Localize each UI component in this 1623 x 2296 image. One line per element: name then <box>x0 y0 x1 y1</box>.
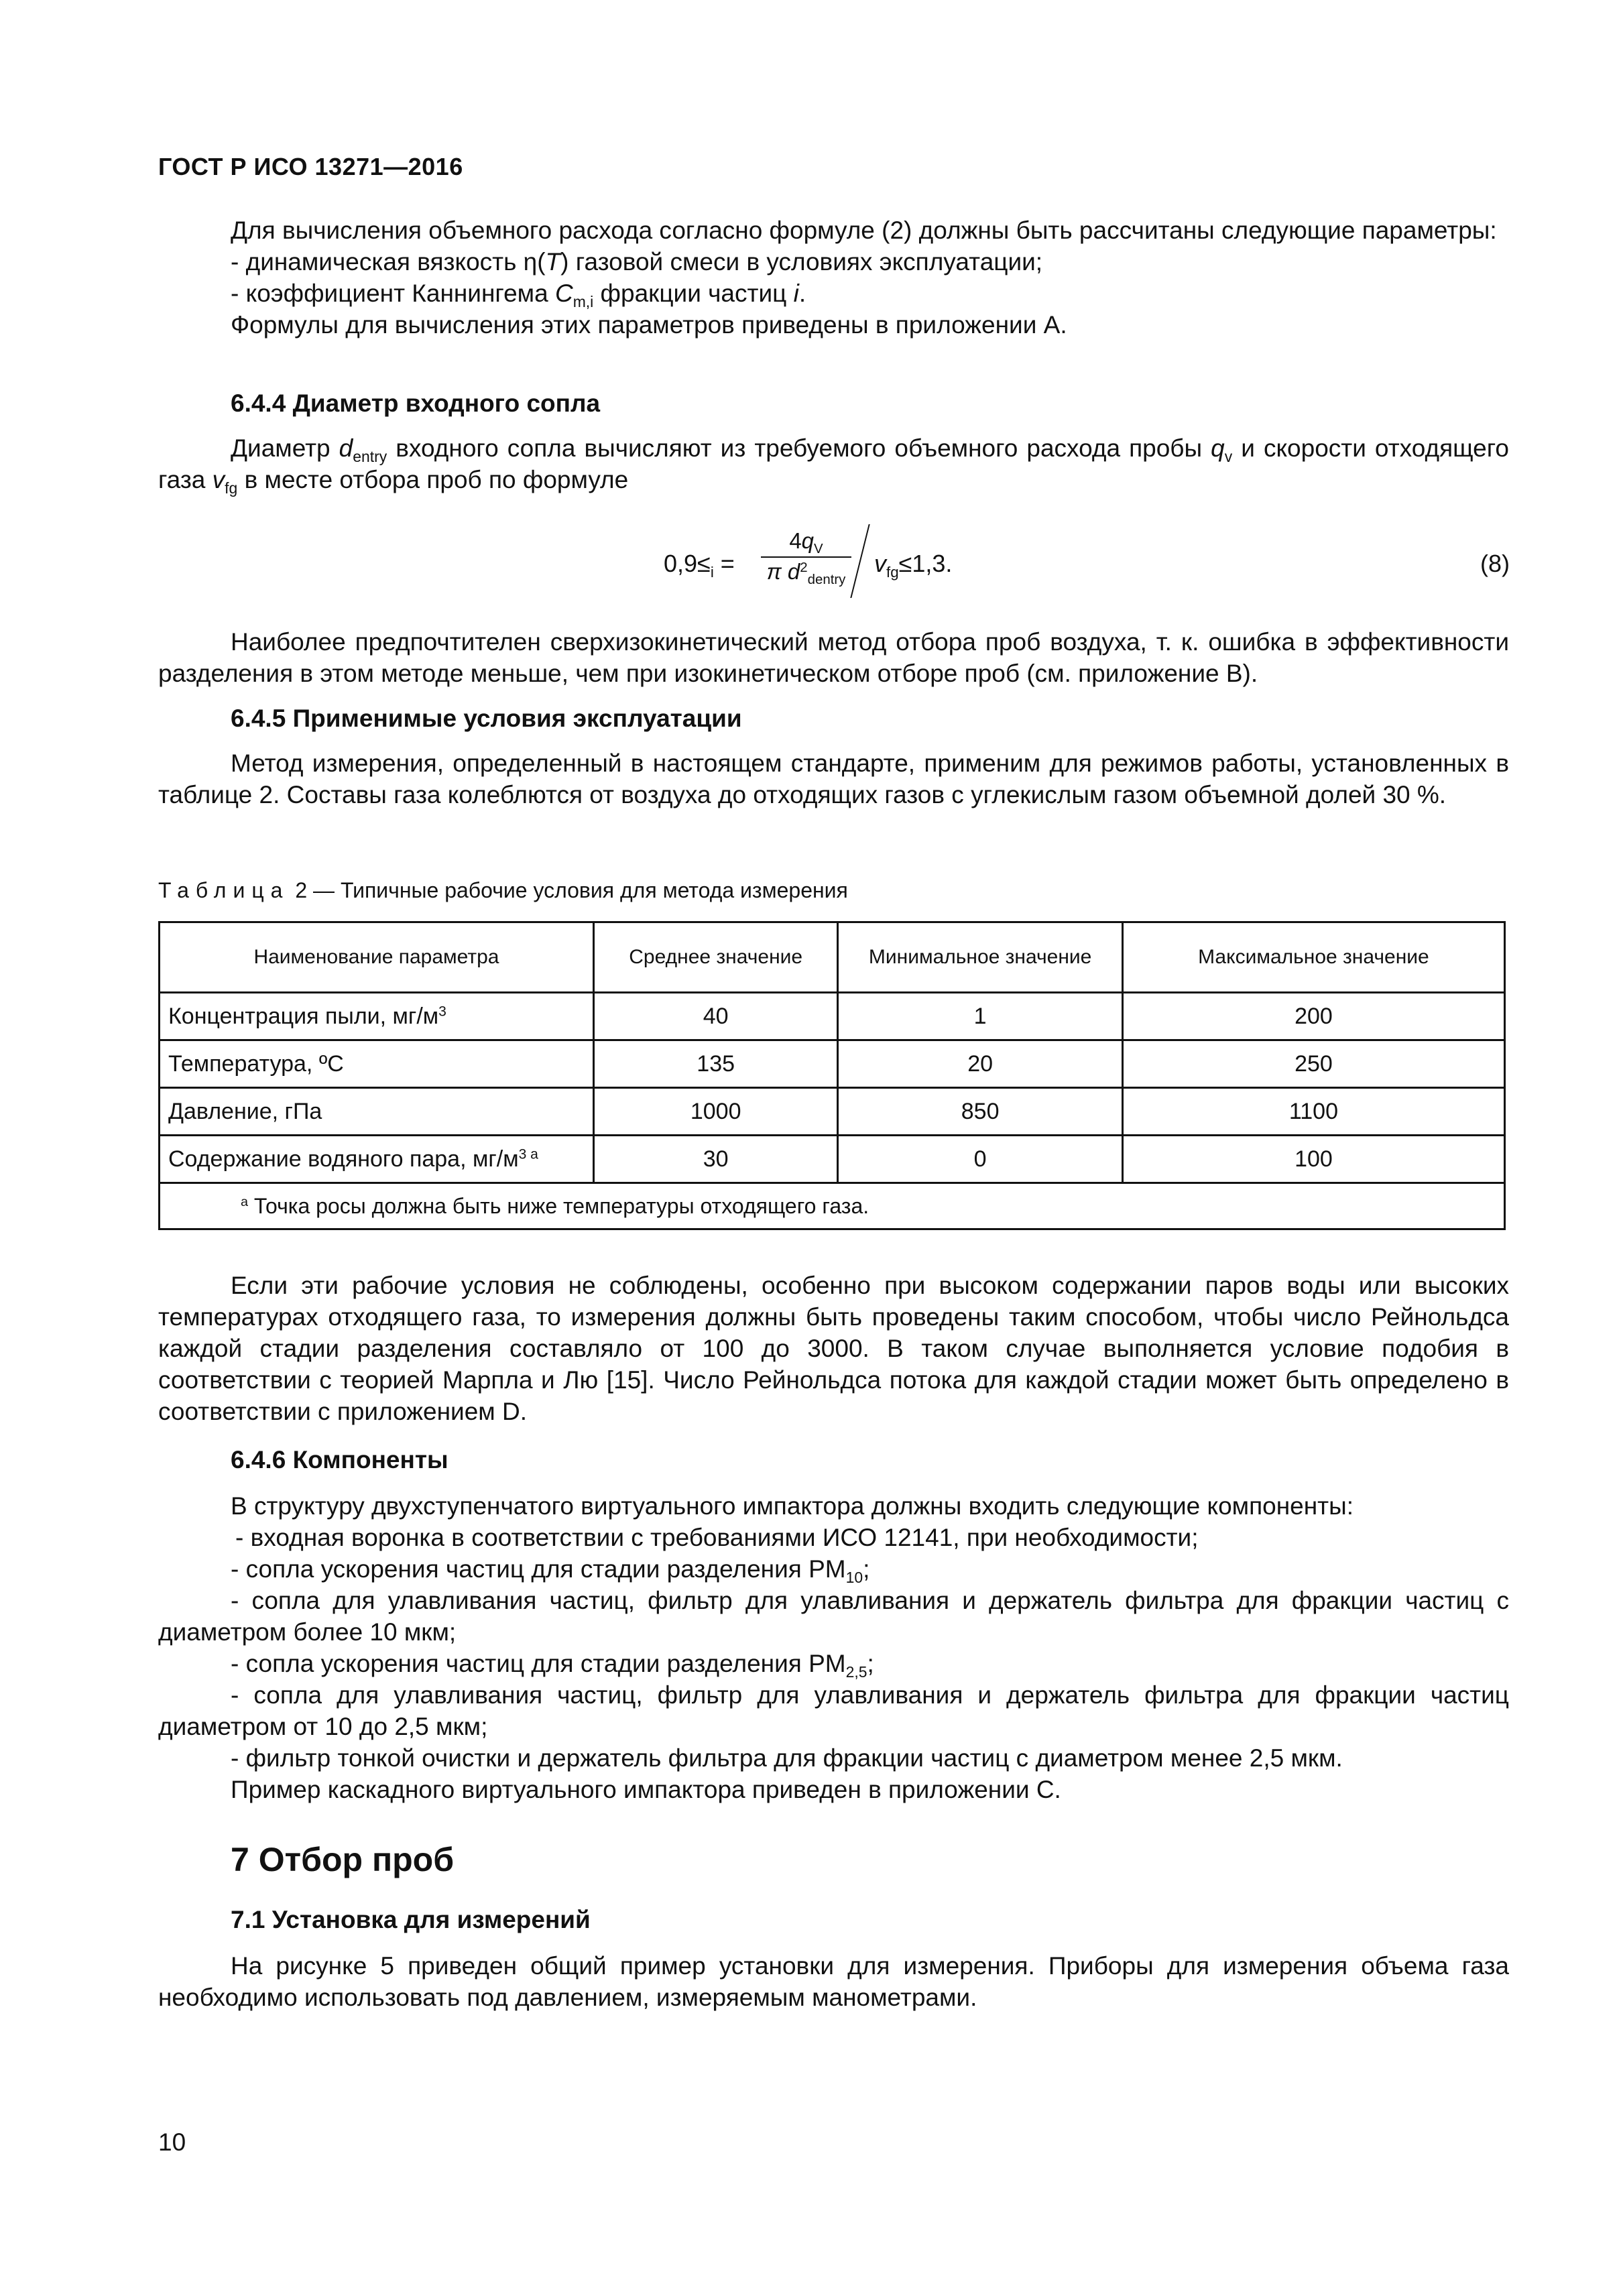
equation-number: (8) <box>1480 550 1510 577</box>
paragraph-645: Метод измерения, определенный в настоящем стандарте, применим для режимов работы, установленных в таблице 2. Составы газа колеблются от воздуха до отходящих газов с углекислым газом объемной долей 30 %. <box>158 749 1509 808</box>
paragraph-7-1: На рисунке 5 приведен общий пример установки для измерения. Приборы для измерения объема газа необходимо использовать под давлением, измеряемым манометрами. <box>158 1952 1509 2011</box>
avg-value: 40 <box>593 993 837 1040</box>
components-intro: В структуру двухступенчатого виртуального импактора должны входить следующие компоненты: <box>231 1492 1354 1520</box>
division-slash <box>850 524 869 598</box>
heading-646: 6.4.6 Компоненты <box>231 1446 448 1473</box>
avg-value: 1000 <box>593 1088 837 1136</box>
column-header: Минимальное значение <box>838 922 1122 993</box>
heading-644: 6.4.4 Диаметр входного сопла <box>231 389 601 417</box>
avg-value: 30 <box>593 1136 837 1183</box>
param-name: Давление, гПа <box>160 1088 594 1136</box>
intro-block <box>158 215 1509 341</box>
component-item: - сопла ускорения частиц для стадии разделения $PM_{2,5}$; <box>231 1650 874 1681</box>
min-value: 1 <box>838 993 1122 1040</box>
component-item: - входная воронка в соответствии с требованиями ИСО 12141, при необходимости; <box>235 1524 1199 1551</box>
fraction-denominator: π $d^2_{dentry}$ <box>766 559 846 588</box>
supersonic-paragraph: Наиболее предпочтителен сверхизокинетический метод отбора проб воздуха, т. к. ошибка в эффективности разделения в этом методе меньше, чем при изокинетическом отборе проб (см. приложение В). <box>158 628 1509 687</box>
fraction-numerator: $4q_V$ <box>789 528 823 557</box>
min-value: 20 <box>838 1040 1122 1088</box>
intro-note: Формулы для вычисления этих параметров приведены в приложении А. <box>231 311 1067 339</box>
min-value: 0 <box>838 1136 1122 1183</box>
formula-right: $v_{fg}\le 1,3$. <box>874 550 953 581</box>
table-row <box>160 1088 1505 1136</box>
table-footnote: $^a$ Точка росы должна быть ниже температуры отходящего газа. <box>160 1183 1505 1229</box>
conditions-paragraph-block <box>158 1270 1509 1427</box>
max-value: 1100 <box>1122 1088 1504 1136</box>
heading-645: 6.4.5 Применимые условия эксплуатации <box>231 705 742 732</box>
fraction-bar <box>761 556 851 558</box>
formula-fraction <box>761 528 851 588</box>
column-header: Среднее значение <box>593 922 837 993</box>
max-value: 100 <box>1122 1136 1504 1183</box>
param-name: Концентрация пыли, $мг/м^3$ <box>160 993 594 1040</box>
param-name: Температура, ºС <box>160 1040 594 1088</box>
component-item: - фильтр тонкой очистки и держатель фильтра для фракции частиц с диаметром менее 2,5 мкм. <box>231 1744 1343 1772</box>
component-item: - сопла ускорения частиц для стадии разделения $PM_{10}$; <box>231 1555 870 1587</box>
intro-paragraph: Для вычисления объемного расхода согласно формуле (2) должны быть рассчитаны следующие параметры: <box>231 217 1497 244</box>
table-row <box>160 1136 1505 1183</box>
column-header: Наименование параметра <box>160 922 594 993</box>
table-caption: Таблица 2 — Типичные рабочие условия для метода измерения <box>158 878 848 902</box>
conditions-paragraph: Если эти рабочие условия не соблюдены, особенно при высоком содержании паров воды или высоких температурах отходящего газа, то измерения должны быть проведены таким способом, чтобы число Рейнольдса каждой стадии разделения составляло от 100 до 3000. В таком случае выполняется условие подобия в соответствии с теорией Марпла и Лю [15]. Число Рейнольдса потока для каждой стадии может быть определено в соответствии с приложением D. <box>158 1272 1509 1425</box>
table-header-row <box>160 922 1505 993</box>
bullet-cunningham: - коэффициент Каннингема $C_{m,i}$ фракции частиц i. <box>231 280 806 311</box>
page-number: 10 <box>158 2128 186 2156</box>
avg-value: 135 <box>593 1040 837 1088</box>
heading-7: 7 Отбор проб <box>231 1841 455 1878</box>
section-644 <box>158 387 1509 495</box>
table-footnote-row <box>160 1183 1505 1229</box>
section-7-1 <box>158 1904 1509 2013</box>
bullet-viscosity: - динамическая вязкость η(T) газовой смеси в условиях эксплуатации; <box>231 248 1043 276</box>
components-end: Пример каскадного виртуального импактора приведен в приложении С. <box>231 1776 1061 1803</box>
document-header: ГОСТ Р ИСО 13271—2016 <box>158 153 463 180</box>
formula-left: $0,9\le_i$ = <box>664 550 735 581</box>
table-row <box>160 993 1505 1040</box>
paragraph-644: Диаметр $d_{entry}$ входного сопла вычисляют из требуемого объемного расхода пробы $q_v$ и скорости отходящего газа $v_{fg}$ в месте отбора проб по формуле <box>158 434 1509 497</box>
formula-8 <box>664 523 1066 603</box>
operating-conditions-table <box>158 921 1506 1230</box>
max-value: 250 <box>1122 1040 1504 1088</box>
min-value: 850 <box>838 1088 1122 1136</box>
supersonic-paragraph-block <box>158 626 1509 689</box>
max-value: 200 <box>1122 993 1504 1040</box>
component-item: - сопла для улавливания частиц, фильтр для улавливания и держатель фильтра для фракции частиц диаметром от 10 до 2,5 мкм; <box>158 1681 1509 1740</box>
table-row <box>160 1040 1505 1088</box>
column-header: Максимальное значение <box>1122 922 1504 993</box>
section-645 <box>158 703 1509 810</box>
component-item: - сопла для улавливания частиц, фильтр для улавливания и держатель фильтра для фракции частиц с диаметром более 10 мкм; <box>158 1587 1509 1646</box>
heading-7-1: 7.1 Установка для измерений <box>231 1906 591 1933</box>
param-name: Содержание водяного пара, $мг/м^{3 a}$ <box>160 1136 594 1183</box>
section-646 <box>158 1444 1509 1805</box>
